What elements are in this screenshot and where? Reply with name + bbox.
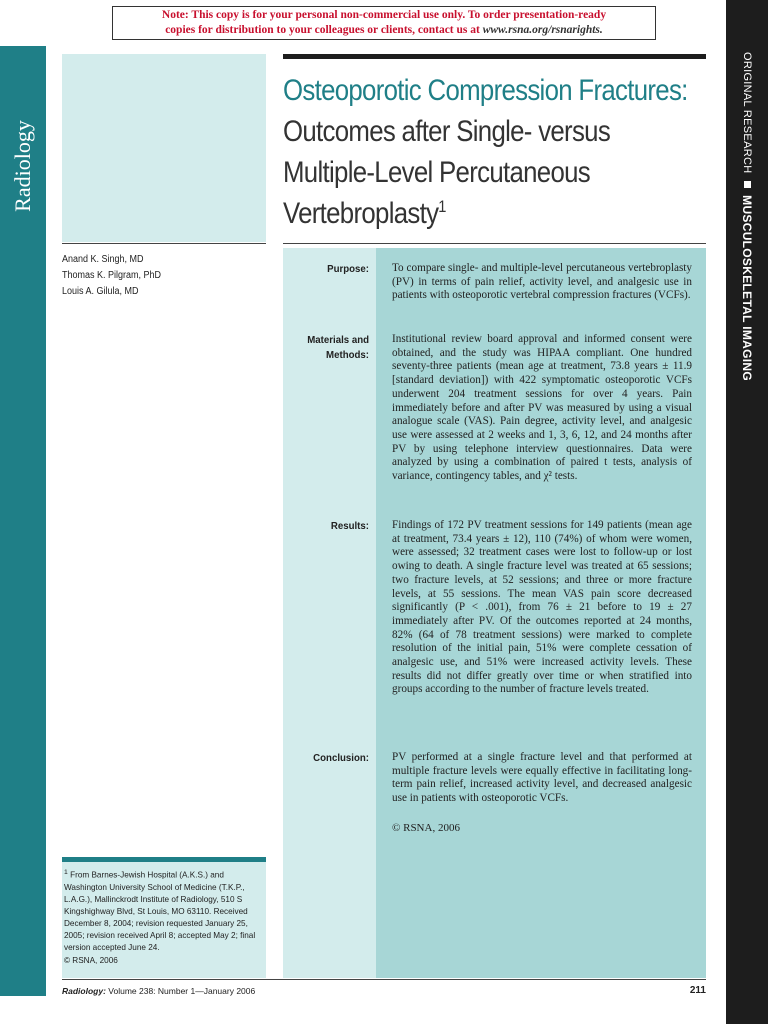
page-number: 211 — [689, 985, 706, 996]
masthead — [4, 96, 42, 236]
methods-text: Institutional review board approval and informed consent were obtained, and the study was HIPAA compliant. One hundred seventy-three patients (mean age at treatment, 73.8 years ± 11.9 [standard deviation]) with 422 symptomatic osteoporotic VCFs underwent 204 treatment sessions for over 4 years. Pain immediately before and after PV was measured by using a visual analogue scale (VAS). Pain degree, activity level, and analgesic use were assessed at 2 weeks and 1, 3, 6, 12, and 24 months after PV by using telephone interview questionnaires. Data were analyzed by using a combination of paired t tests, analysis of variance, contingency tables, and χ² tests. — [392, 333, 692, 483]
masthead-text: Radiology — [10, 120, 35, 212]
left-rule — [62, 243, 266, 244]
section-label — [740, 52, 754, 381]
journal-issue: Volume 238: Number 1—January 2006 — [105, 986, 256, 996]
results-text: Findings of 172 PV treatment sessions for 149 patients (mean age at treatment, 73.4 years ± 12), 110 (74%) of whom were women, were assessed; 32 treatment cases were lost to follow-up or lost owing to death. A single fracture level was treated at 65 sessions; two fracture levels, at 52 sessions; and three or more fracture levels, at 55 sessions. The mean VAS pain score decreased significantly (P < .001), from 76 ± 21 before to 19 ± 27 immediately after PV. Of the outcomes reported at 24 months, 82% (64 of 78 treatment sessions) were marked to complete resolution of the initial pain, 51% were complete cessation of analgesic use, and 51% were increased activity levels. These results did not differ greatly over time or when stratified into groups according to the number of fracture levels treated. — [392, 519, 692, 696]
footer-rule — [62, 979, 706, 980]
author-1: Anand K. Singh, MD — [62, 254, 144, 265]
usage-notice — [112, 6, 656, 40]
notice-url[interactable]: www.rsna.org/rsnarights. — [482, 24, 603, 36]
title-footnote-mark: 1 — [438, 197, 446, 216]
title-rest: Outcomes after Single- versus Multiple-Level Percutaneous Vertebroplasty — [283, 115, 611, 230]
conclusion-label: Conclusion: — [313, 752, 369, 764]
abstract-copyright: © RSNA, 2006 — [392, 822, 460, 834]
notice-line-1: Note: This copy is for your personal non-commercial use only. To order presentation-ready — [161, 9, 607, 21]
author-2: Thomas K. Pilgram, PhD — [62, 270, 162, 281]
purpose-label: Purpose: — [327, 263, 369, 275]
notice-line-2-text: copies for distribution to your colleagues or clients, contact us at — [165, 24, 480, 36]
footnote-mark: 1 — [64, 869, 68, 876]
purpose-text: To compare single- and multiple-level percutaneous vertebroplasty (PV) in terms of pain relief, activity level, and analgesic use in patients with osteoporotic vertebral compression fractures (VCFs). — [392, 262, 692, 302]
footnote-copyright: © RSNA, 2006 — [64, 956, 118, 965]
section-strip — [726, 0, 768, 1024]
notice-line-2 — [113, 23, 655, 38]
conclusion-text: PV performed at a single fracture level and that performed at multiple fracture levels were equally effective in facilitating long-term pain relief, increased activity level, and decreased analgesic use in patients with osteoporotic VCFs. — [392, 751, 692, 805]
section-category: ORIGINAL RESEARCH — [741, 52, 753, 174]
footnote-body: From Barnes-Jewish Hospital (A.K.S.) and Washington University School of Medicine (T.K.P., L.A.G.), Mallinckrodt Institute of Radiology, 510 S Kingshighway Blvd, St Louis, MO 63110. Received December 8, 2004; revision requested January 25, 2005; revision received April 8; accepted May 2; final version accepted June 24. — [64, 870, 256, 952]
section-subject: MUSCULOSKELETAL IMAGING — [740, 195, 754, 381]
results-label: Results: — [330, 520, 369, 532]
journal-name: Radiology: — [62, 986, 106, 996]
author-3: Louis A. Gilula, MD — [62, 286, 139, 297]
footnote-text — [64, 867, 264, 954]
journal-side-bar — [0, 46, 46, 996]
article-title — [283, 70, 704, 234]
separator-square-icon — [744, 181, 751, 188]
title-top-rule — [283, 54, 706, 59]
journal-citation — [62, 986, 255, 996]
methods-label: Materials and Methods: — [307, 334, 369, 361]
abstract-top-rule — [283, 243, 706, 244]
title-highlight: Osteoporotic Compression Fractures: — [283, 74, 688, 107]
author-list — [62, 252, 161, 300]
left-tint-block — [62, 54, 266, 242]
